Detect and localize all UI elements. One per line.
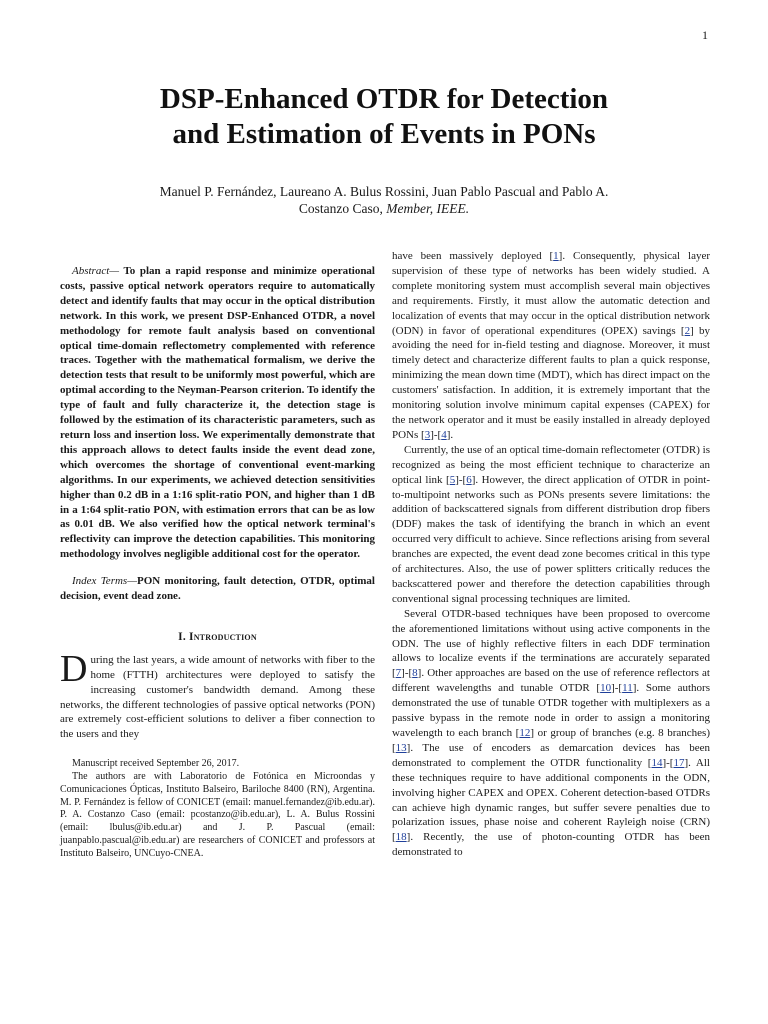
text-span: ] by avoiding the need for in-field testing and diagnose. Moreover, it must timely detect and characterize different faults to plan a quick response, minimizing the mean down time (MDT), which has direct impact on the customers' satisfaction. In addition, it is extremely important that the monitoring solution involve minimum capital expenses (CAPEX) for the network operator and it must be easily installed in already deployed PONs [ [392, 324, 711, 441]
page-number: 1 [702, 28, 708, 42]
right-column [392, 249, 710, 860]
authors-line-2: Costanzo Caso, [298, 201, 383, 216]
footnote [60, 758, 375, 860]
section-number: I. [178, 630, 186, 643]
title-line-1: DSP-Enhanced OTDR for Detection [159, 83, 609, 115]
citation-link[interactable]: 14 [651, 756, 663, 769]
index-terms-label: Index Terms— [72, 575, 137, 588]
text-span: ]. Recently, the use of photon-counting OTDR has been demonstrated to [392, 831, 710, 859]
citation-link[interactable]: 13 [395, 741, 407, 754]
citation-link[interactable]: 5 [449, 473, 456, 486]
intro-paragraph [60, 647, 375, 742]
author-list [60, 183, 708, 217]
paper-title [40, 82, 728, 152]
authors-line-1: Manuel P. Fernández, Laureano A. Bulus Rossini, Juan Pablo Pascual and Pablo A. [159, 184, 609, 199]
text-span: ]-[ [455, 473, 467, 486]
citation-link[interactable]: 6 [466, 473, 472, 486]
citation-link[interactable]: 11 [622, 682, 633, 695]
text-span: ]. [446, 428, 454, 441]
authors-membership: Member, IEEE. [386, 201, 470, 216]
text-span: ]. Other approaches are based on the use of reference reflectors at different wavelengths and tunable OTDR [ [392, 667, 710, 695]
text-span: ]. All these techniques require to have additional components in the ODN, involving higher CAPEX and OPEX. Coherent detection-based OTDRs can achieve high dynamic ranges, but suffer severe penalties due to polarization issues, phase noise and coherent Rayleigh noise (CRN) [ [392, 756, 710, 844]
body-paragraph-3 [392, 607, 710, 860]
citation-link[interactable]: 17 [673, 756, 685, 769]
body-paragraph-1 [392, 249, 710, 443]
text-span: have been massively deployed [ [392, 250, 554, 262]
abstract-label: Abstract— [72, 265, 120, 277]
citation-link[interactable]: 1 [553, 250, 559, 262]
text-span: ]. Some authors demonstrated the use of tunable OTDR together with multiplexers as a passive bypass in the remote node in order to assign a monitoring wavelength to each branch [ [392, 682, 710, 739]
left-column [60, 264, 375, 861]
title-line-2: and Estimation of Events in PONs [172, 118, 596, 150]
citation-link[interactable]: 8 [412, 667, 418, 680]
footnote-affiliations: The authors are with Laboratorio de Fotónica en Microondas y Comunicaciones Ópticas, Instituto Balseiro, Bariloche 8400 (RN), Argentina. M. P. Fernández is fellow of CONICET (email: manuel.fernandez@ib.edu.ar). P. A. Costanzo Caso (email: pcostanzo@ib.edu.ar), L. A. Bulus Rossini (email: lbulus@ib.edu.ar) and J. P. Pascual (email: juanpablo.pascual@ib.edu.ar) are researchers of CONICET and professors at Instituto Balseiro, UNCuyo-CNEA. [60, 771, 375, 859]
index-terms-body: PON monitoring, fault detection, OTDR, optimal decision, event dead zone. [60, 575, 375, 603]
citation-link[interactable]: 3 [424, 428, 431, 441]
text-span: ]. The use of encoders as demarcation devices has been demonstrated to complement the OTDR functionality [ [392, 741, 710, 769]
text-span: Several OTDR-based techniques have been proposed to overcome the aforementioned limitations without using active components in the ODN. The use of highly reflective filters in each DDF termination allows to localize events if the terminations are accurately separated [ [392, 607, 710, 680]
citation-link[interactable]: 4 [441, 428, 447, 441]
text-span: Currently, the use of an optical time-domain reflectometer (OTDR) is recognized as being the most efficient technique to characterize an optical link [ [392, 443, 710, 486]
text-span: ]-[ [401, 667, 413, 680]
text-span: ] or group of branches (e.g. 8 branches) [ [392, 727, 710, 754]
text-span: ]-[ [611, 682, 623, 695]
section-heading-introduction [60, 630, 375, 645]
intro-text: uring the last years, a wide amount of networks with fiber to the home (FTTH) architectures were deployed to satisfy the increasing customer's bandwidth demand. Among these networks, the different technologies of passive optical networks (PON) are extremely cost-efficient solutions to deliver a fiber connection to the users and they [60, 653, 375, 741]
citation-link[interactable]: 12 [519, 727, 531, 739]
abstract-body: To plan a rapid response and minimize operational costs, passive optical network operators require to automatically detect and identify faults that may occur in the optical distribution network. In this work, we present DSP-Enhanced OTDR, a novel methodology for remote fault analysis based on conventional optical time-domain reflectometry complemented with reference traces. Together with the mathematical formalism, we derive the detection tests that result to be uniformly most powerful, which are optimal according to the Neyman-Pearson criterion. To identify the type of fault and fully characterize it, the detection stage is followed by the estimation of its characteristic parameters, such as return loss and insertion loss. We experimentally demonstrate that this approach allows to detect faults inside the event dead zone, which overcomes the shortage of conventional event-marking algorithms. In our experiments, we achieved detection sensitivities higher than 0.2 dB in a 1:16 split-ratio PON, and higher than 1 dB in a 1:64 split-ratio PON, with estimation errors that can be as low as 0.01 dB. We also verified how the optical network terminal's reflectivity can improve the detection capabilities. This monitoring methodology involves negligible additional cost for the operator. [60, 265, 375, 561]
citation-link[interactable]: 7 [395, 667, 402, 680]
footnote-received: Manuscript received September 26, 2017. [72, 758, 240, 770]
text-span: ]. Consequently, physical layer supervision of these type of networks has been widely studied. A complete monitoring system must accomplish several main objectives and requirements. Firstly, it must allow the automatic detection and localization of events that may occur in the optical distribution network (ODN) in favor of operational expenditures (OPEX) savings [ [392, 250, 710, 337]
section-first-letter: I [189, 630, 194, 643]
section-title-rest: ntroduction [193, 630, 257, 643]
drop-cap: D [60, 647, 88, 690]
citation-link[interactable]: 2 [684, 324, 691, 337]
body-paragraph-2 [392, 443, 710, 607]
text-span: ]. However, the direct application of OTDR in point-to-multipoint networks such as PONs presents severe limitations: the addition of backscattered signals from different distribution drop fibers (DDF) makes the task of identifying the branch in which an event occurred very difficult to achieve. Since reflections arising from several branches are expected, the event dead zone becomes critical in this type of architectures. Also, the use of power splitters critically reduces the backscattered power and therefore the detection capabilities through conventional signal processing techniques are limited. [392, 473, 710, 605]
index-terms [60, 574, 375, 604]
citation-link[interactable]: 10 [600, 682, 612, 695]
text-span: ]-[ [662, 756, 674, 769]
abstract [60, 264, 375, 562]
text-span: ]-[ [430, 428, 442, 441]
citation-link[interactable]: 18 [395, 831, 407, 844]
